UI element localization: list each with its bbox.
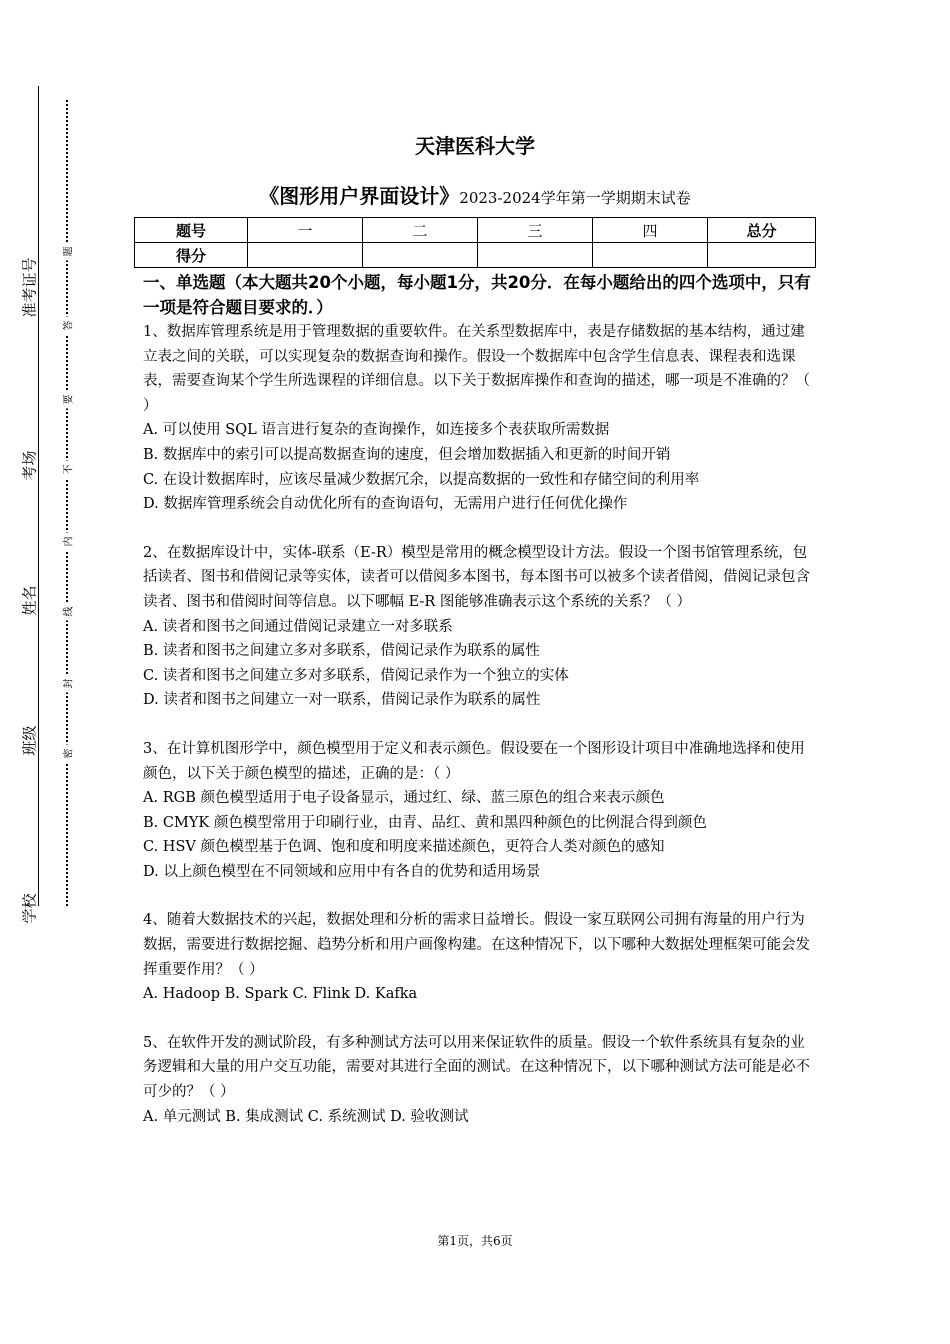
score-header-cell: 二 [363, 218, 478, 243]
binding-label-name: 姓名 [20, 585, 39, 616]
exam-subtitle [0, 180, 950, 209]
binding-solid-line [38, 86, 39, 906]
option-b: B. 数据库中的索引可以提高数据查询的速度，但会增加数据插入和更新的时间开销 [143, 446, 671, 463]
question-4 [143, 908, 815, 1006]
option-c: C. HSV 颜色模型基于色调、饱和度和明度来描述颜色，更符合人类对颜色的感知 [143, 839, 665, 856]
seal-char: 不 [60, 461, 75, 479]
question-stem: 3、在计算机图形学中，颜色模型用于定义和表示颜色。假设要在一个图形设计项目中准确地选择和使用颜色，以下关于颜色模型的描述，正确的是：（ ） [143, 740, 805, 782]
score-table-score-row [135, 243, 816, 268]
option-d: D. 以上颜色模型在不同领域和应用中有各自的优势和适用场景 [143, 863, 541, 880]
question-stem: 1、数据库管理系统是用于管理数据的重要软件。在关系型数据库中，表是存储数据的基本结构，通过建立表之间的关联，可以实现复杂的数据查询和操作。假设一个数据库中包含学生信息表、课程表和选课表，需要查询某个学生所选课程的详细信息。以下关于数据库操作和查询的描述，哪一项是不准确的？（ ） [143, 324, 810, 414]
binding-label-exam-room: 考场 [20, 450, 39, 481]
question-stem: 4、随着大数据技术的兴起，数据处理和分析的需求日益增长。假设一家互联网公司拥有海量的用户行为数据，需要进行数据挖掘、趋势分析和用户画像构建。在这种情况下，以下哪种大数据处理框架可能会发挥重要作用？（ ） [143, 912, 810, 978]
binding-label-school: 学校 [20, 893, 39, 924]
options-line: A. Hadoop B. Spark C. Flink D. Kafka [143, 986, 418, 1003]
score-table [134, 217, 816, 268]
seal-char: 答 [60, 317, 75, 335]
score-table-header-row [135, 218, 816, 243]
score-header-cell: 三 [478, 218, 593, 243]
seal-char: 封 [60, 675, 75, 693]
question-stem: 2、在数据库设计中，实体-联系（E-R）模型是常用的概念模型设计方法。假设一个图书馆管理系统，包括读者、图书和借阅记录等实体，读者可以借阅多本图书，每本图书可以被多个读者借阅，借阅记录包含读者、图书和借阅时间等信息。以下哪幅 E-R 图能够准确表示这个系统的关系？（ ） [143, 544, 810, 610]
exam-term: 2023-2024学年第一学期期末试卷 [459, 189, 691, 207]
option-d: D. 读者和图书之间建立一对一联系，借阅记录作为联系的属性 [143, 692, 541, 709]
option-b: B. 读者和图书之间建立多对多联系，借阅记录作为联系的属性 [143, 643, 540, 660]
university-title: 天津医科大学 [415, 134, 535, 158]
score-row-label: 得分 [135, 243, 248, 268]
course-name: 《图形用户界面设计》 [259, 184, 460, 208]
score-header-cell: 一 [248, 218, 363, 243]
option-a: A. 可以使用 SQL 语言进行复杂的查询操作，如连接多个表获取所需数据 [143, 422, 610, 439]
score-cell [593, 243, 708, 268]
question-1 [143, 320, 815, 517]
score-header-cell: 总分 [708, 218, 816, 243]
option-c: C. 读者和图书之间建立多对多联系，借阅记录作为一个独立的实体 [143, 667, 569, 684]
seal-char: 要 [60, 391, 75, 409]
option-a: A. RGB 颜色模型适用于电子设备显示，通过红、绿、蓝三原色的组合来表示颜色 [143, 790, 665, 807]
binding-label-exam-id: 准考证号 [20, 257, 39, 318]
binding-dotted-line [66, 100, 68, 906]
option-c: C. 在设计数据库时，应该尽量减少数据冗余，以提高数据的一致性和存储空间的利用率 [143, 471, 700, 488]
option-d: D. 数据库管理系统会自动优化所有的查询语句，无需用户进行任何优化操作 [143, 496, 628, 513]
question-stem: 5、在软件开发的测试阶段，有多种测试方法可以用来保证软件的质量。假设一个软件系统具有复杂的业务逻辑和大量的用户交互功能，需要对其进行全面的测试。在这种情况下，以下哪种测试方法可能是必不可少的？（ ） [143, 1034, 810, 1101]
score-header-cell: 四 [593, 218, 708, 243]
score-header-cell: 题号 [135, 218, 248, 243]
option-b: B. CMYK 颜色模型常用于印刷行业，由青、品红、黄和黑四种颜色的比例混合得到颜色 [143, 814, 707, 831]
seal-char: 内 [60, 533, 75, 551]
question-5 [143, 1031, 815, 1129]
score-cell [708, 243, 816, 268]
score-cell [363, 243, 478, 268]
section-title: 一、单选题（本大题共20个小题，每小题1分，共20分．在每小题给出的四个选项中，只有一项是符合题目要求的．） [143, 273, 811, 317]
page-number: 第1页，共6页 [437, 1234, 513, 1248]
option-a: A. 读者和图书之间通过借阅记录建立一对多联系 [143, 618, 453, 635]
seal-char: 密 [60, 745, 75, 763]
binding-label-class: 班级 [20, 725, 39, 756]
score-cell [248, 243, 363, 268]
score-cell [478, 243, 593, 268]
seal-char: 题 [60, 243, 75, 261]
question-2 [143, 541, 815, 713]
exam-content [143, 270, 815, 1129]
question-3 [143, 737, 815, 885]
options-line: A. 单元测试 B. 集成测试 C. 系统测试 D. 验收测试 [143, 1108, 469, 1125]
seal-char: 线 [60, 603, 75, 621]
